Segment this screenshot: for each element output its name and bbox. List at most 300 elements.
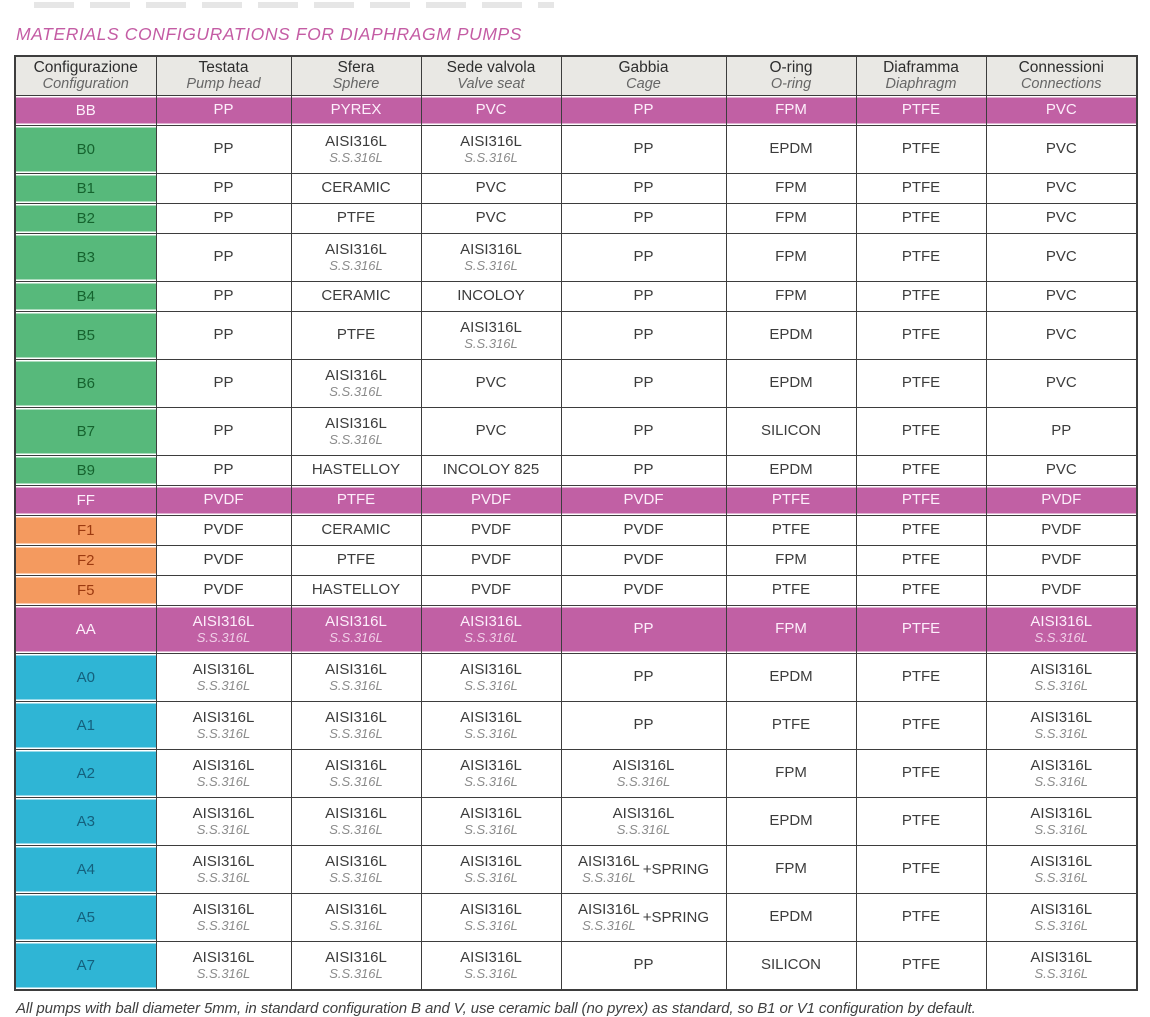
material-cell [421,96,561,126]
material-cell [726,654,856,702]
material-value: CERAMIC [321,521,391,539]
material-cell [421,126,561,174]
material-sub: S.S.316L [464,630,518,646]
material-main: AISI316L [1030,757,1093,775]
material-sub: S.S.316L [464,870,518,886]
material-value: PTFE [901,668,941,686]
material-cell [156,408,291,456]
material-sub: S.S.316L [196,678,251,694]
material-sub: S.S.316L [1034,870,1088,886]
material-value-stack [294,416,419,446]
table-row-FF [15,486,1137,516]
material-value-stack [424,854,559,884]
material-sub: S.S.316L [616,774,671,790]
material-value: FPM [775,620,807,638]
material-cell [856,456,986,486]
table-row-AA [15,606,1137,654]
material-value: PVC [475,422,507,440]
material-main: AISI316L [192,709,255,727]
material-value: CERAMIC [321,179,391,197]
material-value: PTFE [901,551,941,569]
table-row-A2 [15,750,1137,798]
material-main: AISI316L [325,805,387,823]
material-sub: S.S.316L [1034,918,1088,934]
material-sub: S.S.316L [329,630,383,646]
column-label-italian: Configurazione [33,59,138,77]
material-sub: S.S.316L [464,774,518,790]
material-value: PP [213,179,234,197]
material-cell [561,606,726,654]
material-cell [726,486,856,516]
material-cell [856,408,986,456]
material-value: PP [1051,422,1072,440]
material-value-stack [989,614,1135,644]
column-label-english: Diaphragm [885,75,957,92]
material-sub: S.S.316L [1034,822,1088,838]
table-row-A1 [15,702,1137,750]
material-cell [986,750,1137,798]
material-sub: S.S.316L [196,870,251,886]
material-value: PP [633,668,654,686]
material-value-stack [159,662,289,692]
material-sub: S.S.316L [196,630,251,646]
material-value: INCOLOY 825 [442,461,540,479]
material-value: PTFE [336,551,376,569]
material-cell [726,894,856,942]
material-cell [291,126,421,174]
material-main: AISI316L [325,613,387,631]
material-cell [291,174,421,204]
material-value-stack [294,806,419,836]
material-cell [986,204,1137,234]
material-value: PP [633,716,654,734]
material-cell [986,312,1137,360]
material-cell [561,702,726,750]
material-value: FPM [775,209,807,227]
material-cell [156,846,291,894]
table-row-F2 [15,546,1137,576]
material-value: PTFE [901,581,941,599]
material-value-stack [159,710,289,740]
material-main: AISI316L [325,241,387,259]
material-value: PVDF [623,491,664,509]
row-code: B7 [15,408,156,456]
material-value: PP [213,461,234,479]
material-value: PP [213,248,234,266]
material-value: PTFE [336,491,376,509]
material-value: PTFE [901,521,941,539]
material-cell [856,96,986,126]
material-value-stack [159,950,289,980]
material-cell [561,360,726,408]
material-value: PP [633,461,654,479]
material-cell [856,174,986,204]
material-value-stack [294,950,419,980]
material-cell [421,750,561,798]
material-cell [856,846,986,894]
material-main: AISI316L [612,757,675,775]
material-cell [561,234,726,282]
table-row-A3 [15,798,1137,846]
material-value: EPDM [769,668,813,686]
material-sub: S.S.316L [1034,630,1088,646]
table-header [15,56,1137,96]
material-cell [421,942,561,991]
material-value-stack [989,902,1135,932]
material-cell [291,846,421,894]
material-sub: S.S.316L [616,822,671,838]
material-sub: S.S.316L [582,870,636,886]
material-value: PTFE [901,491,941,509]
material-cell [561,96,726,126]
material-cell [156,798,291,846]
table-row-B3 [15,234,1137,282]
material-cell [856,894,986,942]
material-value: FPM [775,101,807,119]
material-cell [856,360,986,408]
table-body [15,96,1137,991]
material-value: PP [633,140,654,158]
row-code: B3 [15,234,156,282]
material-value: PVC [1045,248,1077,266]
material-main: AISI316L [1030,949,1093,967]
material-cell [156,546,291,576]
table-row-F1 [15,516,1137,546]
row-code: B1 [15,174,156,204]
material-sub: S.S.316L [464,966,518,982]
material-value: SILICON [760,422,821,440]
material-cell [856,204,986,234]
material-cell [291,360,421,408]
material-value: EPDM [769,326,813,344]
material-cell [726,942,856,991]
material-cell [726,750,856,798]
material-value: PTFE [901,209,941,227]
material-value: PTFE [901,764,941,782]
material-value: PVC [1045,101,1077,119]
material-value: PVDF [623,551,664,569]
material-value: PP [633,374,654,392]
material-main: AISI316L [325,661,387,679]
material-value: PVDF [623,521,664,539]
material-cell [156,606,291,654]
material-cell [561,204,726,234]
material-value: PVC [475,101,507,119]
material-value-stack [424,242,559,272]
material-value-stack [989,662,1135,692]
material-main: AISI316L [192,805,255,823]
material-value: PVC [1045,179,1077,197]
material-main: AISI316L [325,853,387,871]
material-cell [421,174,561,204]
material-cell [856,282,986,312]
material-cell [726,282,856,312]
row-code: A4 [15,846,156,894]
material-sub: S.S.316L [1034,966,1088,982]
table-row-B6 [15,360,1137,408]
row-code: B4 [15,282,156,312]
material-value: PTFE [901,620,941,638]
material-value-stack [989,758,1135,788]
footnote: All pumps with ball diameter 5mm, in standard configuration B and V, use ceramic ball (no pyrex) as standard, so B1 or V1 configuration by default. [16,1000,976,1017]
material-value: EPDM [769,374,813,392]
material-cell [561,174,726,204]
table-row-A4 [15,846,1137,894]
material-value: EPDM [769,140,813,158]
material-main: AISI316L [578,853,640,871]
material-cell [421,576,561,606]
material-cell [726,702,856,750]
material-value: PTFE [901,860,941,878]
material-with-suffix [564,854,724,884]
material-value-stack [159,806,289,836]
row-code: BB [15,96,156,126]
material-value: PP [633,248,654,266]
material-cell [421,456,561,486]
material-cell [726,96,856,126]
material-cell [421,486,561,516]
row-code: A1 [15,702,156,750]
material-value: INCOLOY [457,287,525,305]
material-value-stack [989,710,1135,740]
material-main: AISI316L [325,901,387,919]
column-header-configuration [15,56,156,96]
material-main: AISI316L [325,709,387,727]
material-sub: S.S.316L [329,258,383,274]
table-row-B1 [15,174,1137,204]
material-cell [986,894,1137,942]
column-label-english: Pump head [186,75,261,92]
material-value: EPDM [769,908,813,926]
material-value: SILICON [760,956,821,974]
column-label-italian: Diaframma [883,59,959,77]
material-sub: S.S.316L [464,822,518,838]
material-value-stack [424,614,559,644]
material-cell [726,360,856,408]
material-value: PTFE [901,956,941,974]
material-sub: S.S.316L [329,384,383,400]
material-value: PVDF [470,551,511,569]
material-main: AISI316L [1030,613,1093,631]
row-code: FF [15,486,156,516]
material-cell [421,360,561,408]
material-value: PP [633,179,654,197]
material-cell [726,546,856,576]
header-row [15,56,1137,96]
material-sub: S.S.316L [464,918,518,934]
column-label-italian: Testata [198,59,249,77]
material-value: CERAMIC [321,287,391,305]
column-label-english: Connections [1020,75,1102,92]
material-sub: S.S.316L [329,432,383,448]
material-main: AISI316L [325,757,387,775]
material-value: PP [633,620,654,638]
material-value: PVDF [1041,551,1082,569]
material-cell [291,312,421,360]
material-value-stack [159,758,289,788]
material-cell [856,606,986,654]
table-row-BB [15,96,1137,126]
material-main: AISI316L [460,613,522,631]
material-cell [726,126,856,174]
material-value-stack [578,854,640,884]
material-value-stack [294,710,419,740]
material-cell [421,516,561,546]
material-value: PVDF [470,581,511,599]
material-cell [421,702,561,750]
material-sub: S.S.316L [329,918,383,934]
material-value: PTFE [771,521,811,539]
material-cell [986,846,1137,894]
material-sub: S.S.316L [329,774,383,790]
material-main: AISI316L [460,133,522,151]
material-sub: S.S.316L [582,918,636,934]
material-value-stack [578,902,640,932]
row-code: A3 [15,798,156,846]
column-label-italian: Gabbia [618,59,669,77]
material-value: PTFE [901,422,941,440]
material-cell [726,456,856,486]
material-value-stack [424,134,559,164]
material-value-stack [564,806,724,836]
column-label-italian: O-ring [769,59,813,77]
material-value: PP [213,209,234,227]
material-value-stack [424,758,559,788]
material-cell [291,750,421,798]
material-sub: S.S.316L [196,822,251,838]
material-value-stack [424,710,559,740]
column-label-italian: Sfera [337,59,375,77]
material-cell [986,654,1137,702]
material-cell [856,234,986,282]
material-value: PP [213,101,234,119]
material-sub: S.S.316L [464,678,518,694]
column-label-italian: Sede valvola [446,59,536,77]
material-value: PP [633,101,654,119]
material-cell [726,312,856,360]
material-value: PVC [1045,287,1077,305]
material-value-stack [424,902,559,932]
material-main: AISI316L [1030,805,1093,823]
column-label-italian: Connessioni [1018,59,1104,77]
material-value: PVDF [470,491,511,509]
material-cell [856,750,986,798]
material-cell [856,486,986,516]
material-value: PVDF [203,551,244,569]
material-cell [561,894,726,942]
material-value-stack [294,368,419,398]
material-value: FPM [775,764,807,782]
material-main: AISI316L [325,415,387,433]
material-cell [726,798,856,846]
material-cell [156,126,291,174]
row-code: F5 [15,576,156,606]
material-cell [856,546,986,576]
column-header-sphere [291,56,421,96]
material-value-stack [989,950,1135,980]
material-value: PVC [475,179,507,197]
material-cell [156,360,291,408]
material-cell [156,654,291,702]
material-sub: S.S.316L [196,726,251,742]
material-value: PP [633,209,654,227]
material-sub: S.S.316L [1034,774,1088,790]
material-cell [986,174,1137,204]
column-header-o-ring [726,56,856,96]
material-value: EPDM [769,461,813,479]
material-value: PVDF [203,491,244,509]
material-cell [156,750,291,798]
table-row-A7 [15,942,1137,991]
material-main: AISI316L [460,661,522,679]
material-suffix: +SPRING [642,861,709,878]
material-main: AISI316L [192,853,255,871]
row-code: B6 [15,360,156,408]
material-value-stack [294,134,419,164]
material-main: AISI316L [460,901,522,919]
material-cell [561,456,726,486]
material-value: PTFE [771,716,811,734]
material-cell [986,282,1137,312]
material-main: AISI316L [192,901,255,919]
material-cell [156,576,291,606]
material-sub: S.S.316L [329,678,383,694]
table-row-B9 [15,456,1137,486]
material-value-stack [294,758,419,788]
material-cell [726,174,856,204]
material-cell [561,576,726,606]
material-value-stack [424,320,559,350]
material-sub: S.S.316L [329,870,383,886]
material-sub: S.S.316L [1034,678,1088,694]
material-cell [726,408,856,456]
material-value: FPM [775,179,807,197]
material-value-stack [159,614,289,644]
material-cell [421,282,561,312]
row-code: B9 [15,456,156,486]
material-cell [986,576,1137,606]
material-cell [986,702,1137,750]
material-sub: S.S.316L [329,150,383,166]
material-value: PVDF [1041,581,1082,599]
row-code: B2 [15,204,156,234]
material-cell [561,408,726,456]
material-cell [561,654,726,702]
material-value: PTFE [901,287,941,305]
material-cell [986,546,1137,576]
material-cell [986,234,1137,282]
material-cell [856,654,986,702]
column-header-diaphragm [856,56,986,96]
material-cell [561,282,726,312]
material-cell [856,798,986,846]
material-main: AISI316L [325,949,387,967]
material-sub: S.S.316L [329,726,383,742]
material-value-stack [564,758,724,788]
material-suffix: +SPRING [642,909,709,926]
material-cell [291,942,421,991]
cropped-text-remnant [34,2,554,8]
material-value: FPM [775,248,807,266]
material-cell [856,702,986,750]
material-value: PVC [1045,374,1077,392]
column-header-pump-head [156,56,291,96]
column-label-english: Cage [626,75,661,92]
material-main: AISI316L [460,757,522,775]
material-cell [726,846,856,894]
material-cell [291,408,421,456]
material-cell [156,204,291,234]
